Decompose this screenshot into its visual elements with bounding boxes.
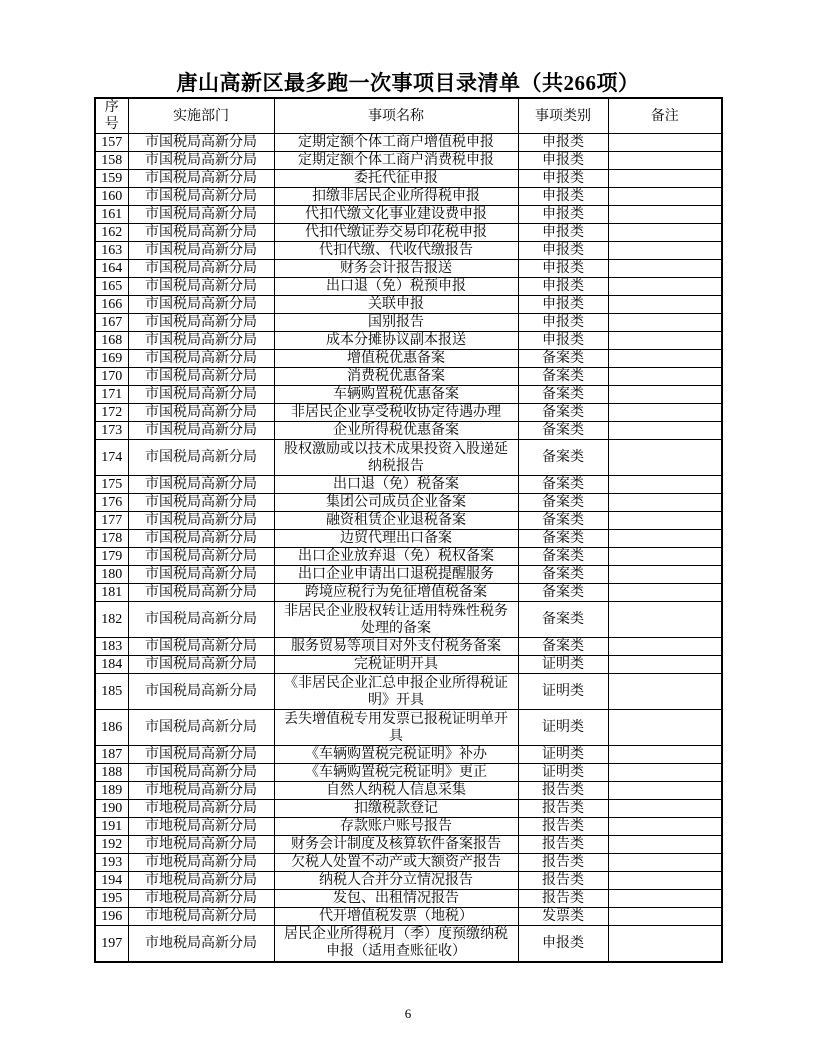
table-row [95, 278, 722, 296]
remark-cell [608, 224, 722, 242]
item-name-cell: 企业所得税优惠备案 [274, 422, 518, 440]
remark-cell [608, 350, 722, 368]
category-cell: 申报类 [518, 278, 608, 296]
category-cell: 备案类 [518, 350, 608, 368]
dept-cell: 市地税局高新分局 [128, 926, 274, 962]
row-number-cell: 159 [95, 170, 128, 188]
category-cell: 备案类 [518, 422, 608, 440]
dept-cell: 市国税局高新分局 [128, 440, 274, 476]
dept-cell: 市国税局高新分局 [128, 530, 274, 548]
item-name-cell: 《非居民企业汇总申报企业所得税证明》开具 [274, 674, 518, 710]
dept-cell: 市国税局高新分局 [128, 584, 274, 602]
category-cell: 报告类 [518, 872, 608, 890]
table-row [95, 764, 722, 782]
table-row [95, 746, 722, 764]
item-name-cell: 成本分摊协议副本报送 [274, 332, 518, 350]
table-row [95, 404, 722, 422]
category-cell: 备案类 [518, 566, 608, 584]
category-cell: 备案类 [518, 494, 608, 512]
item-name-cell: 居民企业所得税月（季）度预缴纳税申报（适用查账征收） [274, 926, 518, 962]
dept-cell: 市国税局高新分局 [128, 710, 274, 746]
category-cell: 报告类 [518, 836, 608, 854]
table-row [95, 584, 722, 602]
dept-cell: 市国税局高新分局 [128, 476, 274, 494]
item-name-cell: 代扣代缴文化事业建设费申报 [274, 206, 518, 224]
dept-cell: 市国税局高新分局 [128, 764, 274, 782]
row-number-cell: 163 [95, 242, 128, 260]
row-number-cell: 172 [95, 404, 128, 422]
dept-cell: 市国税局高新分局 [128, 278, 274, 296]
dept-cell: 市地税局高新分局 [128, 872, 274, 890]
item-name-cell: 扣缴非居民企业所得税申报 [274, 188, 518, 206]
table-row [95, 782, 722, 800]
table-row [95, 512, 722, 530]
row-number-cell: 183 [95, 638, 128, 656]
category-cell: 备案类 [518, 638, 608, 656]
remark-cell [608, 530, 722, 548]
remark-cell [608, 440, 722, 476]
table-row [95, 260, 722, 278]
item-name-cell: 定期定额个体工商户增值税申报 [274, 134, 518, 152]
item-name-cell: 出口企业申请出口退税提醒服务 [274, 566, 518, 584]
row-number-cell: 187 [95, 746, 128, 764]
remark-cell [608, 656, 722, 674]
item-name-cell: 代开增值税发票（地税） [274, 908, 518, 926]
item-name-cell: 代扣代缴证券交易印花税申报 [274, 224, 518, 242]
category-cell: 报告类 [518, 890, 608, 908]
item-name-cell: 自然人纳税人信息采集 [274, 782, 518, 800]
dept-cell: 市国税局高新分局 [128, 152, 274, 170]
row-number-cell: 171 [95, 386, 128, 404]
row-number-cell: 179 [95, 548, 128, 566]
category-cell: 报告类 [518, 818, 608, 836]
remark-cell [608, 836, 722, 854]
item-name-cell: 《车辆购置税完税证明》更正 [274, 764, 518, 782]
remark-cell [608, 566, 722, 584]
category-cell: 证明类 [518, 656, 608, 674]
row-number-cell: 196 [95, 908, 128, 926]
item-name-cell: 跨境应税行为免征增值税备案 [274, 584, 518, 602]
table-row [95, 908, 722, 926]
table-header-row [95, 98, 722, 134]
category-cell: 申报类 [518, 926, 608, 962]
remark-cell [608, 926, 722, 962]
row-number-cell: 168 [95, 332, 128, 350]
item-name-cell: 财务会计制度及核算软件备案报告 [274, 836, 518, 854]
category-cell: 申报类 [518, 152, 608, 170]
table-row [95, 638, 722, 656]
dept-cell: 市国税局高新分局 [128, 332, 274, 350]
dept-cell: 市国税局高新分局 [128, 638, 274, 656]
item-name-cell: 委托代征申报 [274, 170, 518, 188]
dept-cell: 市国税局高新分局 [128, 512, 274, 530]
row-number-cell: 167 [95, 314, 128, 332]
category-cell: 申报类 [518, 260, 608, 278]
item-name-cell: 定期定额个体工商户消费税申报 [274, 152, 518, 170]
category-cell: 备案类 [518, 476, 608, 494]
row-number-cell: 189 [95, 782, 128, 800]
table-row [95, 242, 722, 260]
dept-cell: 市地税局高新分局 [128, 782, 274, 800]
table-row [95, 386, 722, 404]
table-row [95, 170, 722, 188]
category-cell: 备案类 [518, 512, 608, 530]
remark-cell [608, 674, 722, 710]
remark-cell [608, 476, 722, 494]
remark-cell [608, 710, 722, 746]
page-number: 6 [404, 1006, 412, 1021]
table-row [95, 836, 722, 854]
row-number-cell: 175 [95, 476, 128, 494]
table-row [95, 350, 722, 368]
remark-cell [608, 170, 722, 188]
dept-cell: 市国税局高新分局 [128, 548, 274, 566]
category-cell: 申报类 [518, 170, 608, 188]
row-number-cell: 193 [95, 854, 128, 872]
table-row [95, 440, 722, 476]
table-row [95, 656, 722, 674]
table-row [95, 314, 722, 332]
row-number-cell: 161 [95, 206, 128, 224]
row-number-cell: 192 [95, 836, 128, 854]
table-row [95, 854, 722, 872]
table-row [95, 566, 722, 584]
dept-cell: 市地税局高新分局 [128, 854, 274, 872]
item-name-cell: 完税证明开具 [274, 656, 518, 674]
table-row [95, 206, 722, 224]
table-row [95, 926, 722, 962]
remark-cell [608, 368, 722, 386]
row-number-cell: 181 [95, 584, 128, 602]
item-name-cell: 发包、出租情况报告 [274, 890, 518, 908]
category-cell: 备案类 [518, 584, 608, 602]
remark-cell [608, 512, 722, 530]
category-cell: 备案类 [518, 386, 608, 404]
item-name-cell: 融资租赁企业退税备案 [274, 512, 518, 530]
row-number-cell: 160 [95, 188, 128, 206]
remark-cell [608, 404, 722, 422]
category-cell: 申报类 [518, 188, 608, 206]
item-name-cell: 服务贸易等项目对外支付税务备案 [274, 638, 518, 656]
dept-cell: 市国税局高新分局 [128, 422, 274, 440]
table-row [95, 494, 722, 512]
item-name-cell: 关联申报 [274, 296, 518, 314]
column-header: 实施部门 [128, 98, 274, 134]
item-name-cell: 欠税人处置不动产或大额资产报告 [274, 854, 518, 872]
remark-cell [608, 800, 722, 818]
row-number-cell: 190 [95, 800, 128, 818]
item-name-cell: 增值税优惠备案 [274, 350, 518, 368]
row-number-cell: 157 [95, 134, 128, 152]
dept-cell: 市地税局高新分局 [128, 836, 274, 854]
row-number-cell: 165 [95, 278, 128, 296]
category-cell: 报告类 [518, 854, 608, 872]
remark-cell [608, 134, 722, 152]
remark-cell [608, 782, 722, 800]
remark-cell [608, 314, 722, 332]
item-name-cell: 边贸代理出口备案 [274, 530, 518, 548]
item-name-cell: 出口退（免）税预申报 [274, 278, 518, 296]
table-row [95, 818, 722, 836]
table-row [95, 476, 722, 494]
column-header: 事项类别 [518, 98, 608, 134]
category-cell: 备案类 [518, 440, 608, 476]
column-header: 备注 [608, 98, 722, 134]
page-title: 唐山高新区最多跑一次事项目录清单（共266项） [176, 71, 640, 95]
row-number-cell: 170 [95, 368, 128, 386]
items-table [94, 97, 723, 963]
category-cell: 备案类 [518, 548, 608, 566]
item-name-cell: 集团公司成员企业备案 [274, 494, 518, 512]
table-row [95, 890, 722, 908]
dept-cell: 市国税局高新分局 [128, 188, 274, 206]
remark-cell [608, 278, 722, 296]
row-number-cell: 178 [95, 530, 128, 548]
category-cell: 申报类 [518, 134, 608, 152]
remark-cell [608, 584, 722, 602]
remark-cell [608, 332, 722, 350]
dept-cell: 市国税局高新分局 [128, 386, 274, 404]
row-number-cell: 158 [95, 152, 128, 170]
remark-cell [608, 818, 722, 836]
item-name-cell: 《车辆购置税完税证明》补办 [274, 746, 518, 764]
category-cell: 申报类 [518, 242, 608, 260]
category-cell: 申报类 [518, 206, 608, 224]
item-name-cell: 非居民企业享受税收协定待遇办理 [274, 404, 518, 422]
row-number-cell: 164 [95, 260, 128, 278]
dept-cell: 市国税局高新分局 [128, 602, 274, 638]
column-header: 事项名称 [274, 98, 518, 134]
dept-cell: 市国税局高新分局 [128, 242, 274, 260]
item-name-cell: 出口退（免）税备案 [274, 476, 518, 494]
row-number-cell: 191 [95, 818, 128, 836]
item-name-cell: 消费税优惠备案 [274, 368, 518, 386]
category-cell: 发票类 [518, 908, 608, 926]
category-cell: 证明类 [518, 674, 608, 710]
remark-cell [608, 152, 722, 170]
dept-cell: 市国税局高新分局 [128, 224, 274, 242]
category-cell: 证明类 [518, 710, 608, 746]
remark-cell [608, 854, 722, 872]
category-cell: 备案类 [518, 368, 608, 386]
dept-cell: 市国税局高新分局 [128, 296, 274, 314]
item-name-cell: 代扣代缴、代收代缴报告 [274, 242, 518, 260]
remark-cell [608, 386, 722, 404]
remark-cell [608, 206, 722, 224]
item-name-cell: 存款账户账号报告 [274, 818, 518, 836]
remark-cell [608, 260, 722, 278]
category-cell: 申报类 [518, 332, 608, 350]
category-cell: 备案类 [518, 530, 608, 548]
table-row [95, 332, 722, 350]
dept-cell: 市国税局高新分局 [128, 170, 274, 188]
row-number-cell: 174 [95, 440, 128, 476]
category-cell: 申报类 [518, 296, 608, 314]
item-name-cell: 国别报告 [274, 314, 518, 332]
row-number-cell: 184 [95, 656, 128, 674]
row-number-cell: 173 [95, 422, 128, 440]
table-row [95, 800, 722, 818]
dept-cell: 市国税局高新分局 [128, 134, 274, 152]
dept-cell: 市国税局高新分局 [128, 674, 274, 710]
item-name-cell: 丢失增值税专用发票已报税证明单开具 [274, 710, 518, 746]
row-number-cell: 194 [95, 872, 128, 890]
remark-cell [608, 548, 722, 566]
table-row [95, 152, 722, 170]
table-row [95, 872, 722, 890]
row-number-cell: 180 [95, 566, 128, 584]
category-cell: 备案类 [518, 404, 608, 422]
item-name-cell: 扣缴税款登记 [274, 800, 518, 818]
remark-cell [608, 908, 722, 926]
row-number-cell: 185 [95, 674, 128, 710]
category-cell: 报告类 [518, 800, 608, 818]
item-name-cell: 非居民企业股权转让适用特殊性税务处理的备案 [274, 602, 518, 638]
remark-cell [608, 494, 722, 512]
dept-cell: 市国税局高新分局 [128, 404, 274, 422]
remark-cell [608, 188, 722, 206]
table-row [95, 296, 722, 314]
remark-cell [608, 872, 722, 890]
dept-cell: 市地税局高新分局 [128, 818, 274, 836]
table-row [95, 188, 722, 206]
table-row [95, 548, 722, 566]
dept-cell: 市地税局高新分局 [128, 908, 274, 926]
row-number-cell: 169 [95, 350, 128, 368]
remark-cell [608, 764, 722, 782]
remark-cell [608, 746, 722, 764]
dept-cell: 市国税局高新分局 [128, 746, 274, 764]
remark-cell [608, 296, 722, 314]
item-name-cell: 出口企业放弃退（免）税权备案 [274, 548, 518, 566]
dept-cell: 市国税局高新分局 [128, 494, 274, 512]
item-name-cell: 车辆购置税优惠备案 [274, 386, 518, 404]
item-name-cell: 纳税人合并分立情况报告 [274, 872, 518, 890]
row-number-cell: 166 [95, 296, 128, 314]
row-number-cell: 195 [95, 890, 128, 908]
table-row [95, 530, 722, 548]
table-row [95, 674, 722, 710]
dept-cell: 市国税局高新分局 [128, 350, 274, 368]
dept-cell: 市国税局高新分局 [128, 566, 274, 584]
table-row [95, 134, 722, 152]
remark-cell [608, 638, 722, 656]
category-cell: 申报类 [518, 224, 608, 242]
dept-cell: 市国税局高新分局 [128, 260, 274, 278]
remark-cell [608, 890, 722, 908]
category-cell: 证明类 [518, 764, 608, 782]
category-cell: 申报类 [518, 314, 608, 332]
row-number-cell: 162 [95, 224, 128, 242]
remark-cell [608, 422, 722, 440]
dept-cell: 市地税局高新分局 [128, 800, 274, 818]
remark-cell [608, 602, 722, 638]
table-row [95, 602, 722, 638]
dept-cell: 市地税局高新分局 [128, 890, 274, 908]
row-number-cell: 177 [95, 512, 128, 530]
category-cell: 报告类 [518, 782, 608, 800]
item-name-cell: 财务会计报告报送 [274, 260, 518, 278]
category-cell: 备案类 [518, 602, 608, 638]
dept-cell: 市国税局高新分局 [128, 314, 274, 332]
table-row [95, 422, 722, 440]
table-row [95, 368, 722, 386]
item-name-cell: 股权激励或以技术成果投资入股递延纳税报告 [274, 440, 518, 476]
dept-cell: 市国税局高新分局 [128, 206, 274, 224]
remark-cell [608, 242, 722, 260]
row-number-cell: 182 [95, 602, 128, 638]
row-number-cell: 186 [95, 710, 128, 746]
dept-cell: 市国税局高新分局 [128, 656, 274, 674]
row-number-cell: 176 [95, 494, 128, 512]
category-cell: 证明类 [518, 746, 608, 764]
row-number-cell: 188 [95, 764, 128, 782]
dept-cell: 市国税局高新分局 [128, 368, 274, 386]
table-row [95, 224, 722, 242]
table-row [95, 710, 722, 746]
column-header: 序号 [95, 98, 128, 134]
row-number-cell: 197 [95, 926, 128, 962]
